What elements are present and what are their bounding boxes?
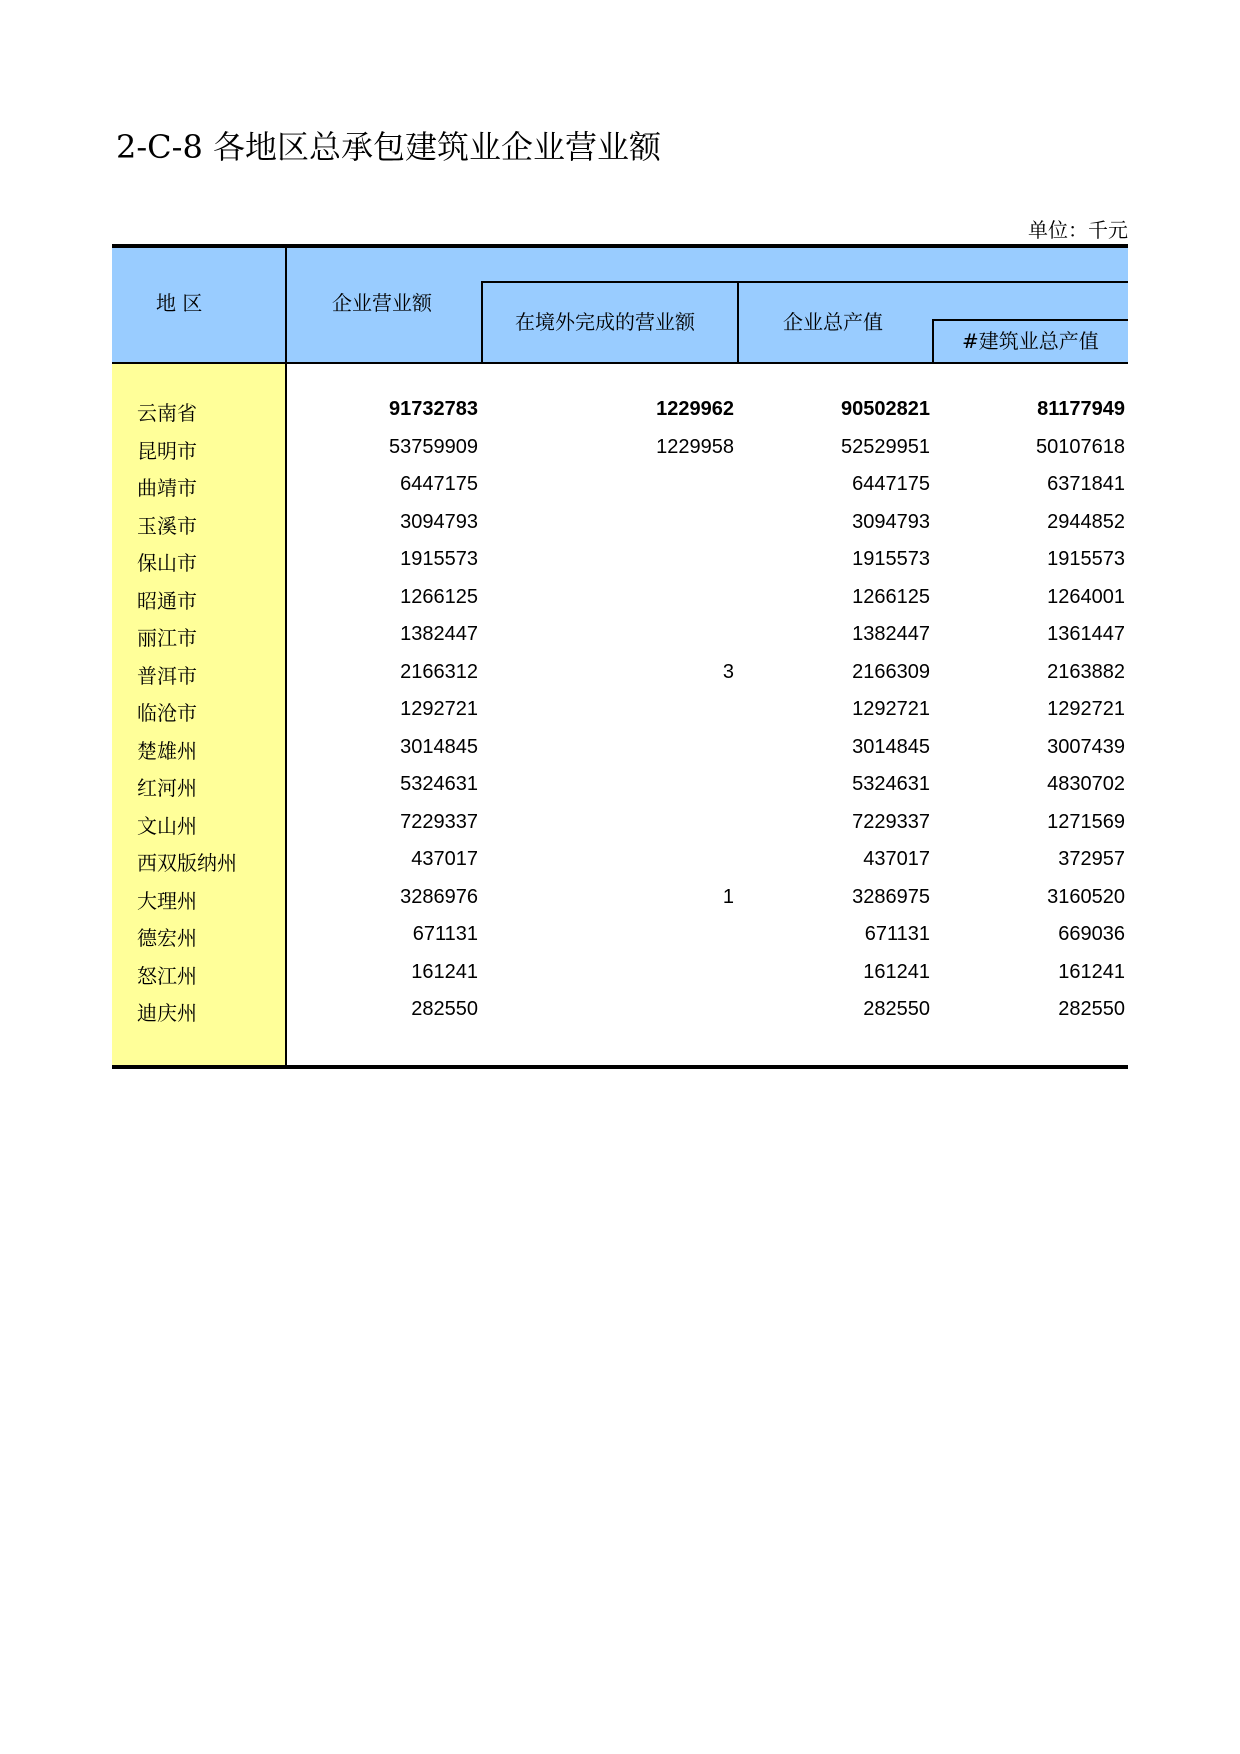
revenue-cell: 3094793 — [400, 510, 478, 533]
header-bottom-line — [112, 362, 1128, 364]
region-cell: 普洱市 — [137, 663, 197, 688]
construction-output-cell: 161241 — [1058, 960, 1125, 983]
table-row — [112, 585, 1128, 623]
construction-output-cell: 50107618 — [1036, 435, 1125, 458]
overseas-cell: 1229962 — [656, 398, 734, 420]
table-row — [112, 922, 1128, 960]
revenue-cell: 2166312 — [400, 660, 478, 683]
table-row-total — [112, 397, 1128, 435]
region-cell: 红河州 — [137, 776, 197, 800]
total-output-cell: 5324631 — [852, 773, 930, 795]
header-divider-1 — [481, 281, 483, 363]
header-sub-sub-line — [932, 319, 1128, 321]
region-cell: 临沧市 — [137, 701, 197, 725]
data-table — [112, 244, 1128, 1069]
table-row — [112, 435, 1128, 473]
revenue-cell: 161241 — [411, 960, 478, 983]
region-cell: 玉溪市 — [137, 513, 197, 538]
total-output-cell: 3094793 — [852, 510, 930, 533]
overseas-cell: 1 — [722, 885, 734, 908]
header-divider-3 — [932, 319, 934, 363]
table-row — [112, 697, 1128, 735]
region-cell: 德宏州 — [137, 926, 197, 950]
revenue-cell: 1915573 — [400, 548, 478, 570]
bottom-rule — [112, 1065, 1128, 1069]
revenue-cell: 91732783 — [389, 398, 478, 420]
table-row — [112, 847, 1128, 885]
region-cell: 迪庆州 — [137, 1001, 197, 1025]
construction-output-cell: 1271569 — [1047, 810, 1125, 833]
total-output-cell: 1382447 — [852, 623, 930, 645]
table-row — [112, 960, 1128, 998]
total-output-cell: 1915573 — [852, 548, 930, 570]
table-row — [112, 622, 1128, 660]
revenue-cell: 1292721 — [400, 698, 478, 720]
region-cell: 大理州 — [137, 888, 197, 913]
construction-output-cell: 4830702 — [1047, 773, 1125, 795]
region-cell: 楚雄州 — [137, 738, 197, 763]
total-output-cell: 90502821 — [841, 398, 930, 420]
region-cell: 昭通市 — [137, 588, 197, 613]
total-output-cell: 437017 — [863, 848, 930, 870]
header-overseas: 在境外完成的营业额 — [515, 310, 695, 334]
header-total-output: 企业总产值 — [783, 310, 883, 334]
total-output-cell: 2166309 — [852, 660, 930, 683]
construction-output-cell: 1292721 — [1047, 698, 1125, 720]
region-cell: 保山市 — [137, 551, 197, 575]
table-row — [112, 510, 1128, 548]
region-cell: 昆明市 — [137, 438, 197, 463]
construction-output-cell: 669036 — [1058, 923, 1125, 945]
revenue-cell: 5324631 — [400, 773, 478, 795]
revenue-cell: 282550 — [411, 998, 478, 1020]
total-output-cell: 3286975 — [852, 885, 930, 908]
table-row — [112, 772, 1128, 810]
construction-output-cell: 2163882 — [1047, 660, 1125, 683]
total-output-cell: 282550 — [863, 998, 930, 1020]
revenue-cell: 1266125 — [400, 585, 478, 608]
table-row — [112, 885, 1128, 923]
region-cell: 云南省 — [137, 401, 197, 425]
construction-output-cell: 3007439 — [1047, 735, 1125, 758]
table-row — [112, 547, 1128, 585]
header-divider-2 — [737, 281, 739, 363]
region-cell: 怒江州 — [137, 963, 197, 988]
construction-output-cell: 1361447 — [1047, 623, 1125, 645]
region-cell: 西双版纳州 — [137, 851, 237, 875]
revenue-cell: 671131 — [412, 923, 478, 945]
total-output-cell: 3014845 — [852, 735, 930, 758]
construction-output-cell: 2944852 — [1047, 510, 1125, 533]
overseas-cell: 1229958 — [656, 435, 734, 458]
unit-label: 单位：千元 — [1028, 218, 1128, 242]
table-row — [112, 472, 1128, 510]
revenue-cell: 3014845 — [400, 735, 478, 758]
construction-output-cell: 81177949 — [1037, 398, 1125, 420]
total-output-cell: 161241 — [863, 960, 930, 983]
total-output-cell: 1266125 — [852, 585, 930, 608]
construction-output-cell: 372957 — [1058, 848, 1125, 870]
total-output-cell: 7229337 — [852, 810, 930, 833]
region-cell: 文山州 — [137, 813, 197, 838]
total-output-cell: 1292721 — [852, 698, 930, 720]
header-region: 地 区 — [156, 291, 203, 315]
revenue-cell: 7229337 — [400, 810, 478, 833]
total-output-cell: 52529951 — [841, 435, 930, 458]
header-construction-output: #建筑业总产值 — [962, 329, 1099, 353]
table-row — [112, 735, 1128, 773]
region-cell: 丽江市 — [137, 626, 197, 650]
revenue-cell: 6447175 — [400, 473, 478, 495]
revenue-cell: 53759909 — [389, 435, 478, 458]
total-output-cell: 671131 — [864, 923, 930, 945]
table-row — [112, 660, 1128, 698]
header-revenue: 企业营业额 — [332, 291, 432, 315]
region-cell: 曲靖市 — [137, 476, 197, 500]
construction-output-cell: 6371841 — [1047, 473, 1125, 495]
revenue-cell: 3286976 — [400, 885, 478, 908]
table-row — [112, 997, 1128, 1035]
construction-output-cell: 1915573 — [1047, 548, 1125, 570]
top-rule — [112, 244, 1128, 248]
construction-output-cell: 3160520 — [1047, 885, 1125, 908]
header-sub-line — [481, 281, 1128, 283]
total-output-cell: 6447175 — [852, 473, 930, 495]
revenue-cell: 1382447 — [400, 623, 478, 645]
table-row — [112, 810, 1128, 848]
construction-output-cell: 1264001 — [1047, 585, 1125, 608]
revenue-cell: 437017 — [411, 848, 478, 870]
page-title: 2-C-8 各地区总承包建筑业企业营业额 — [116, 128, 662, 166]
overseas-cell: 3 — [722, 660, 734, 683]
construction-output-cell: 282550 — [1058, 998, 1125, 1020]
